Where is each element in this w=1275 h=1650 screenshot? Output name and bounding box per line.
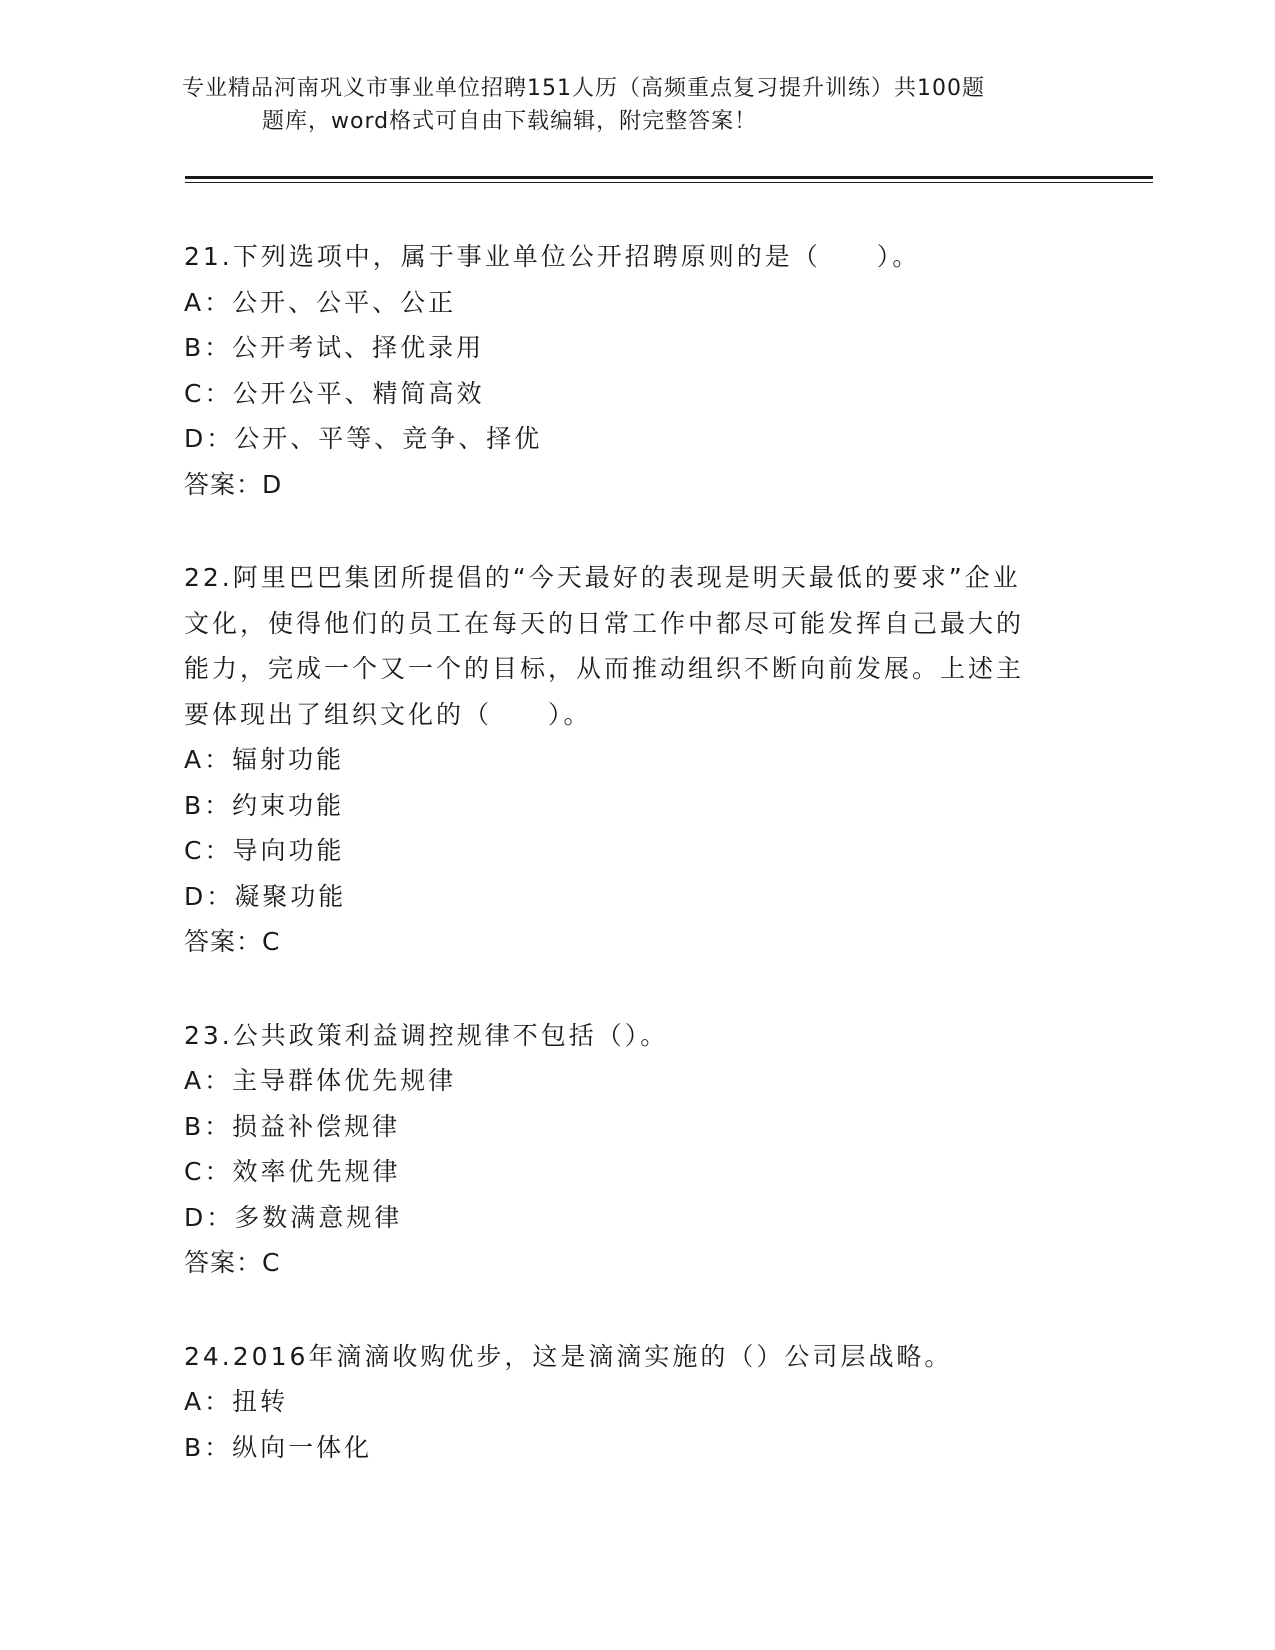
- header-title-line2: 题库，word格式可自由下载编辑，附完整答案！: [262, 109, 758, 134]
- answer-text: 答案：C: [184, 1248, 281, 1277]
- option-d: D：多数满意规律: [184, 1202, 403, 1232]
- option-d: D：公开、平等、竞争、择优: [184, 424, 543, 453]
- option-a: A：公开、公平、公正: [184, 287, 457, 317]
- option-b: B：纵向一体化: [184, 1432, 373, 1462]
- document-header: [182, 72, 1062, 138]
- question-text: 22.阿里巴巴集团所提倡的“今天最好的表现是明天最低的要求”企业文化，使得他们的员工在每天的日常工作中都尽可能发挥自己最大的能力，完成一个又一个的目标，从而推动组织不断向前发展。上述主要体现出了组织文化的（ ）。: [184, 563, 1025, 729]
- question-text: 24.2016年滴滴收购优步，这是滴滴实施的（）公司层战略。: [184, 1341, 953, 1371]
- option-c: C：效率优先规律: [184, 1157, 401, 1186]
- option-b: B：损益补偿规律: [184, 1111, 401, 1141]
- question-text: 23.公共政策利益调控规律不包括（）。: [184, 1020, 669, 1050]
- option-b: B：公开考试、择优录用: [184, 333, 485, 362]
- header-title-line1: 专业精品河南巩义市事业单位招聘151人历（高频重点复习提升训练）共100题: [182, 76, 985, 101]
- question-text: 21.下列选项中，属于事业单位公开招聘原则的是（ ）。: [184, 242, 921, 271]
- question-list: [184, 234, 1084, 1518]
- question-item: [184, 234, 1084, 507]
- question-item: [184, 1013, 1084, 1286]
- option-a: A：主导群体优先规律: [184, 1066, 457, 1095]
- option-d: D：凝聚功能: [184, 881, 347, 911]
- option-a: A：扭转: [184, 1387, 289, 1416]
- header-divider-thin: [185, 182, 1153, 183]
- question-item: [184, 1334, 1084, 1471]
- option-c: C：公开公平、精简高效: [184, 378, 485, 408]
- answer-text: 答案：C: [184, 927, 281, 956]
- answer-text: 答案：D: [184, 469, 283, 499]
- option-b: B：约束功能: [184, 790, 345, 820]
- question-item: [184, 555, 1084, 965]
- header-divider-thick: [185, 176, 1153, 179]
- option-c: C：导向功能: [184, 836, 345, 865]
- option-a: A：辐射功能: [184, 745, 345, 774]
